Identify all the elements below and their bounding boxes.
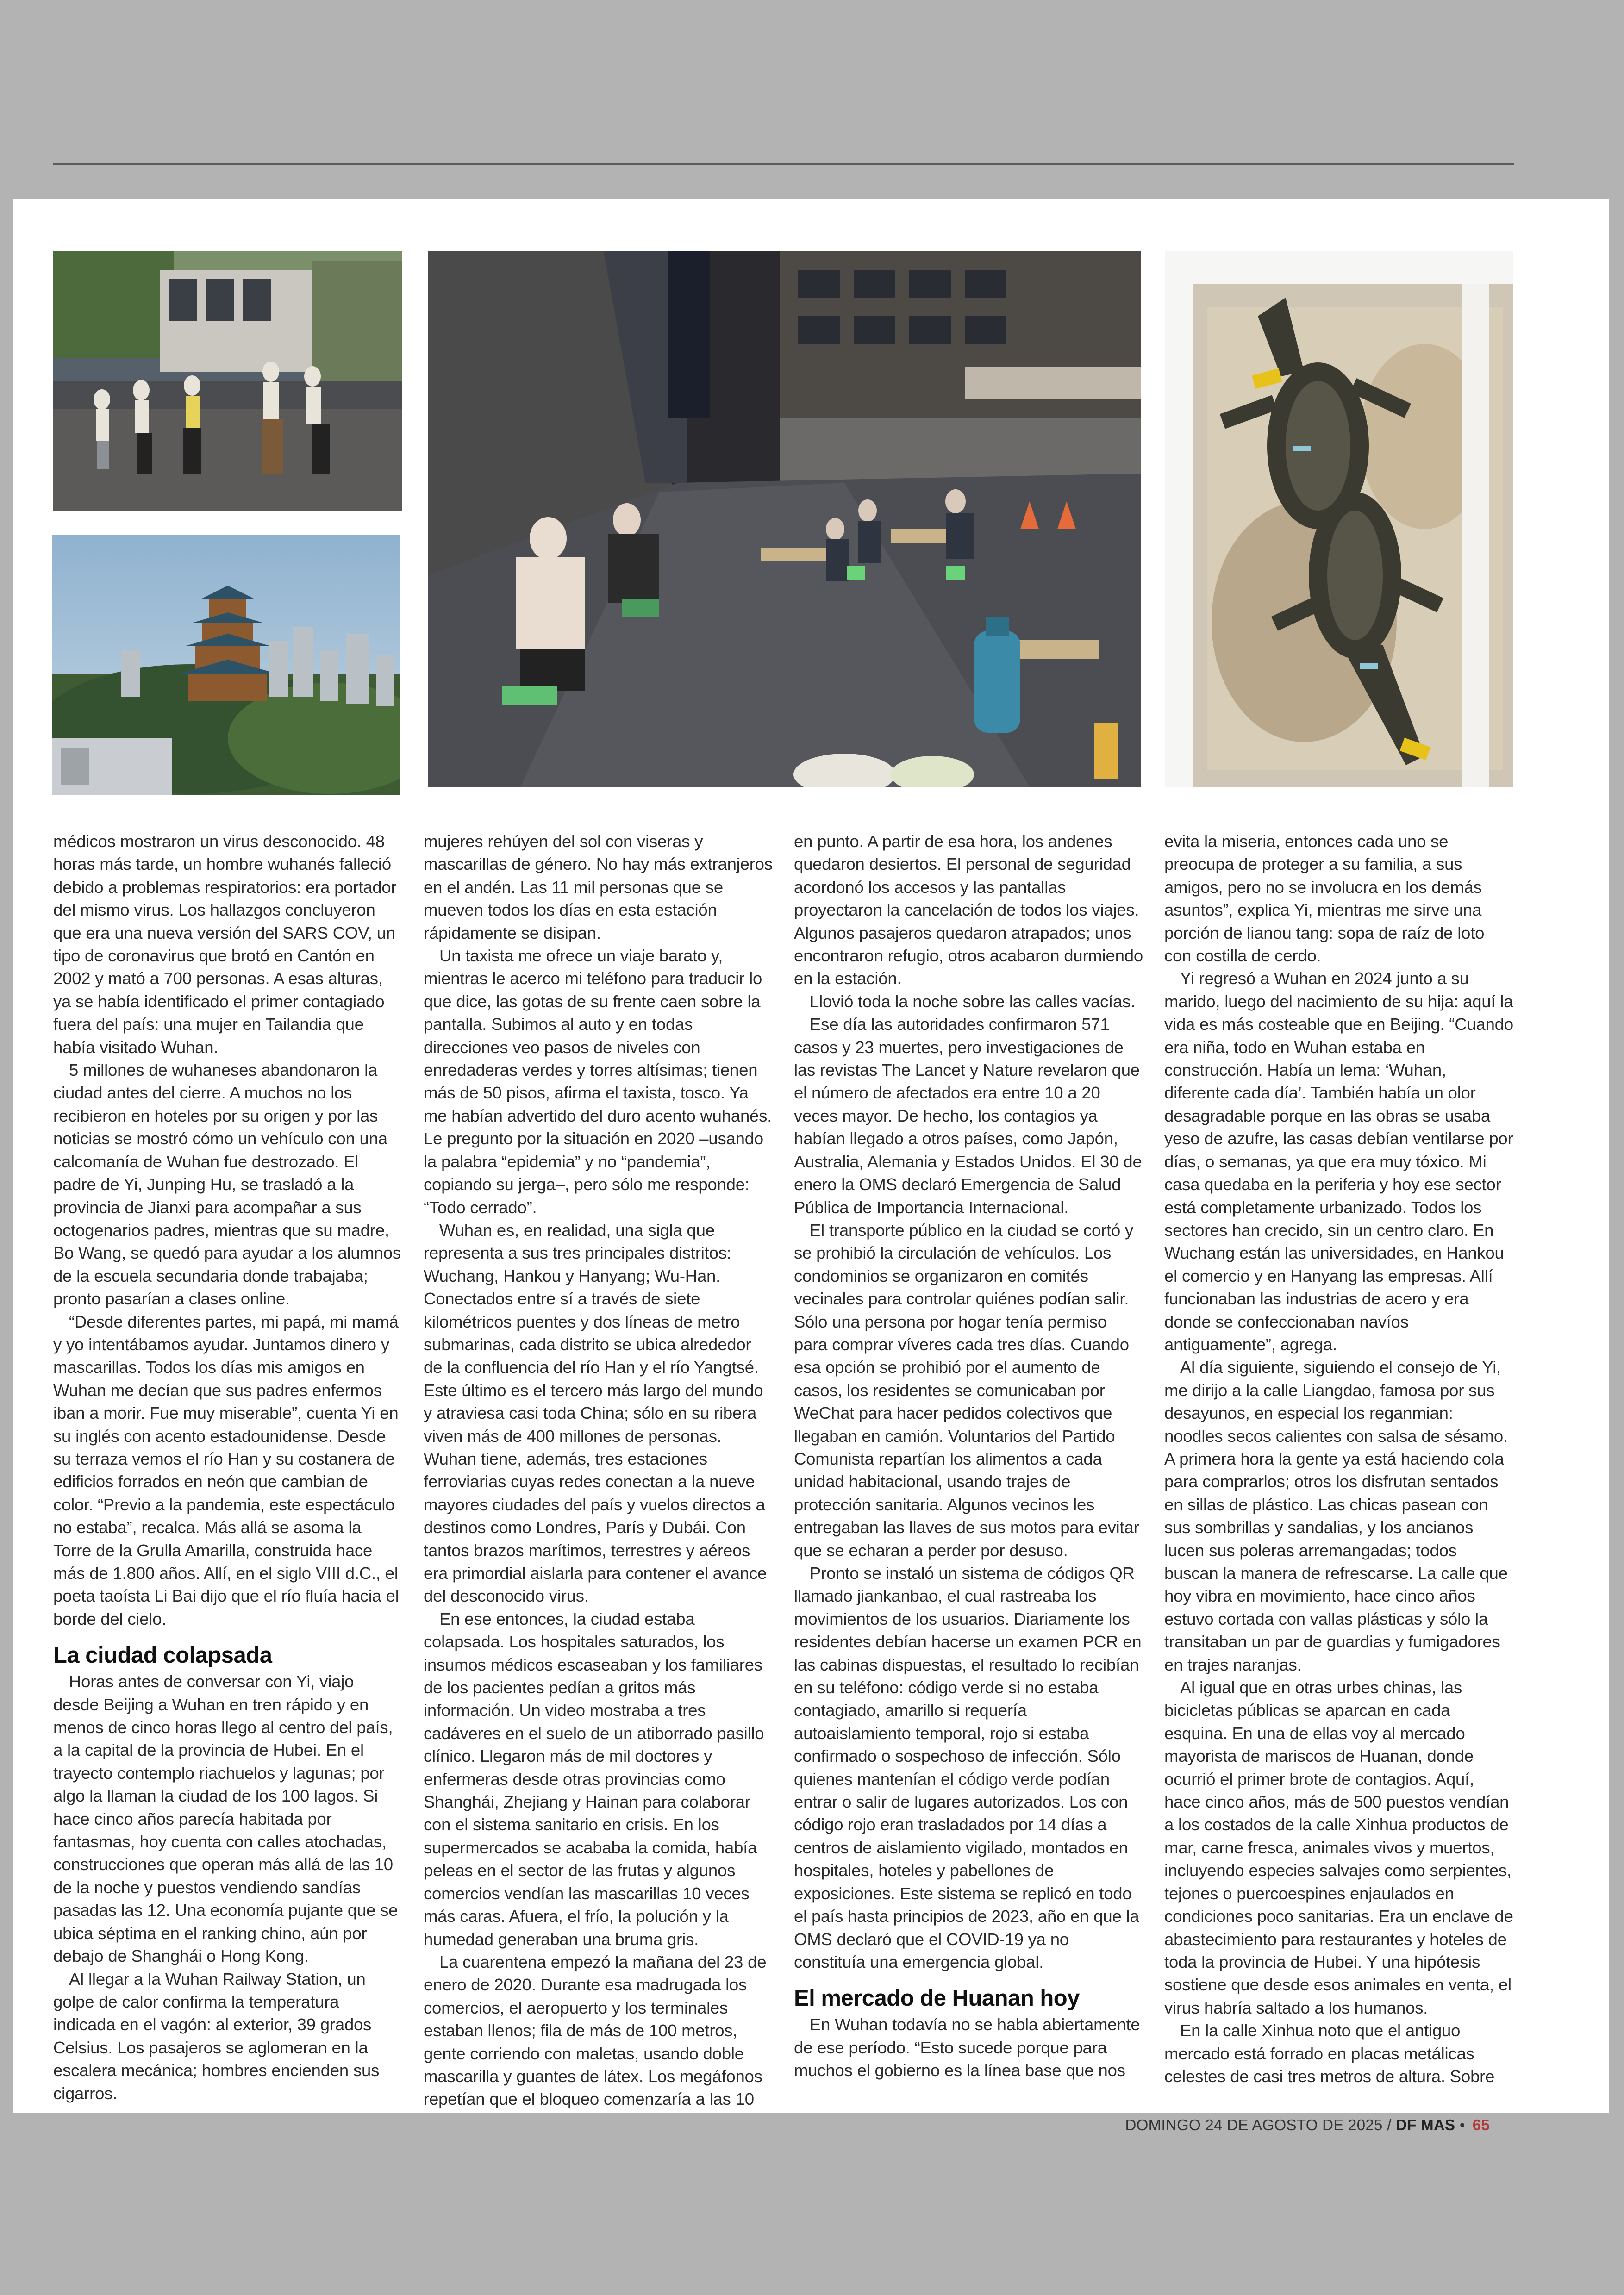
- footer-separator: /: [1382, 2116, 1396, 2133]
- paragraph: mujeres rehúyen del sol con viseras y mascarillas de género. No hay más extranjeros en el andén. Las 11 mil personas que se mueven todos los días en esta estación rápidamente se disipan.: [424, 832, 773, 942]
- paragraph: Ese día las autoridades confirmaron 571 casos y 23 muertes, pero investigaciones de las revistas The Lancet y Nature revelaron que el número de afectados era entre 10 a 20 veces mayor. De hecho, los contagios ya habían llegado a otros países, como Japón, Australia, Alemania y Estados Unidos. El 30 de enero la OMS declaró Emergencia de Salud Pública de Importancia Internacional.: [794, 1015, 1142, 1217]
- paragraph: En Wuhan todavía no se habla abiertamente de ese período. “Esto sucede porque para muchos el gobierno es la línea base que nos: [794, 2015, 1140, 2080]
- night-street-diners-photo: [428, 251, 1141, 787]
- section-heading: La ciudad colapsada: [53, 1643, 272, 1668]
- paragraph: Llovió toda la noche sobre las calles vacías.: [810, 992, 1136, 1011]
- crocodile-in-box-photo: [1165, 251, 1513, 787]
- paragraph: “Desde diferentes partes, mi papá, mi mamá y yo intentábamos ayudar. Juntamos dinero y mascarillas. Todos los días mis amigos en Wuhan me decían que sus padres enfermos iban a morir. Fue muy miserable”, cuenta Yi en su inglés con acento estadounidense. Desde su terraza vemos el río Han y su costanera de edificios forrados en neón que cambian de color. “Previo a la pandemia, este espectáculo no estaba”, recalca. Más allá se asoma la Torre de la Grulla Amarilla, construida hace más de 1.800 años. Allí, en el siglo VIII d.C., el poeta taoísta Li Bai dijo que el río fluía hacia el borde del cielo.: [53, 1312, 399, 1628]
- paragraph: La cuarentena empezó la mañana del 23 de enero de 2020. Durante esa madrugada los comercios, el aeropuerto y los terminales estaban llenos; fila de más de 100 metros, gente corriendo con maletas, usando doble mascarilla y guantes de látex. Los megáfonos repetían que el bloqueo comenzaría a las 10: [424, 1952, 767, 2109]
- paragraph: médicos mostraron un virus desconocido. 48 horas más tarde, un hombre wuhanés falleció debido a problemas respiratorios: era portador del mismo virus. Los hallazgos concluyeron que era una nueva versión del SARS COV, un tipo de coronavirus que brotó en Cantón en 2002 y mató a 700 personas. A esas alturas, ya se había identificado el primer contagiado fuera del país: una mujer en Tailandia que había visitado Wuhan.: [53, 832, 397, 1057]
- paragraph: Wuhan es, en realidad, una sigla que representa a sus tres principales distritos: Wuchang, Hankou y Hanyang; Wu-Han. Conectados entre sí a través de siete kilométricos puentes y dos líneas de metro submarinas, cada distrito se ubica alrededor de la confluencia del río Han y el río Yangtsé. Este último es el tercero más largo del mundo y atraviesa casi toda China; sólo en su ribera viven más de 400 millones de personas. Wuhan tiene, además, tres estaciones ferroviarias cuyas redes conectan a la nueve mayores ciudades del país y vuelos directos a destinos como Londres, París y Dubái. Con tantos brazos marítimos, terrestres y aéreos era primordial aislarla para contener el avance del desconocido virus.: [424, 1220, 767, 1606]
- text-column-4: [1164, 830, 1514, 2088]
- paragraph: evita la miseria, entonces cada uno se preocupa de proteger a su familia, a sus amigos, pero no se involucra en los demás asuntos”, explica Yi, mientras me sirve una porción de lianou tang: sopa de raíz de loto con costilla de cerdo.: [1164, 832, 1485, 966]
- paragraph: en punto. A partir de esa hora, los andenes quedaron desiertos. El personal de seguridad acordonó los accesos y las pantallas proyectaron la cancelación de todos los viajes. Algunos pasajeros quedaron atrapados; unos encontraron refugio, otros acabaron durmiendo en la estación.: [794, 832, 1143, 988]
- section-heading: El mercado de Huanan hoy: [794, 1986, 1080, 2011]
- paragraph: El transporte público en la ciudad se cortó y se prohibió la circulación de vehículos. Los condominios se organizaron en comités vecinales para controlar quiénes podían salir. Sólo una persona por hogar tenía permiso para comprar víveres cada tres días. Cuando esa opción se prohibió por el aumento de casos, los residentes se comunicaban por WeChat para hacer pedidos colectivos que llegaban en camión. Voluntarios del Partido Comunista repartían los alimentos a cada unidad habitacional, usando trajes de protección sanitaria. Algunos vecinos les entregaban las llaves de sus motos para evitar que se echaran a perder por desuso.: [794, 1220, 1139, 1560]
- footer-date: DOMINGO 24 DE AGOSTO DE 2025: [1125, 2116, 1383, 2133]
- dancers-photo: [53, 251, 402, 511]
- paragraph: Horas antes de conversar con Yi, viajo desde Beijing a Wuhan en tren rápido y en menos de cinco horas llego al centro del país, a la capital de la provincia de Hubei. En el trayecto contemplo riachuelos y lagunas; por algo la llaman la ciudad de los 100 lagos. Si hace cinco años parecía habitada por fantasmas, hoy cuenta con calles atochadas, construcciones que operan más allá de las 10 de la noche y puestos vendiendo sandías pasadas las 12. Una economía pujante que se ubica séptima en el ranking chino, aún por debajo de Shanghái o Hong Kong.: [53, 1672, 398, 1966]
- yellow-crane-tower-photo: [52, 535, 400, 795]
- paragraph: Pronto se instaló un sistema de códigos QR llamado jiankanbao, el cual rastreaba los movimientos de los usuarios. Diariamente los residentes debían hacerse un examen PCR en las cabinas dispuestas, el resultado lo recibían en su teléfono: código verde si no estaba contagiado, amarillo si requería autoaislamiento temporal, rojo si estaba confirmado o sospechoso de infección. Sólo quienes mantenían el código verde podían entrar o salir de lugares autorizados. Los con código rojo eran trasladados por 14 días a centros de aislamiento vigilado, montados en hospitales, hoteles y pabellones de exposiciones. Este sistema se replicó en todo el país hasta principios de 2023, año en que la OMS declaró que el COVID-19 ya no constituía una emergencia global.: [794, 1564, 1142, 1971]
- paragraph: Al llegar a la Wuhan Railway Station, un golpe de calor confirma la temperatura indicada en el vagón: al exterior, 39 grados Celsius. Los pasajeros se aglomeran en la escalera mecánica; hombres encienden sus cigarros.: [53, 1969, 380, 2103]
- text-column-1: [53, 830, 403, 2105]
- text-column-2: [424, 830, 773, 2111]
- paragraph: Un taxista me ofrece un viaje barato y, mientras le acerco mi teléfono para traducir lo que dice, las gotas de su frente caen sobre la pantalla. Subimos al auto y en todas direcciones veo pasos de niveles con enredaderas verdes y torres altísimas; tienen más de 50 pisos, afirma el taxista, tosco. Ya me habían advertido del duro acento wuhanés. Le pregunto por la situación en 2020 –usando la palabra “epidemia” y no “pandemia”, copiando su jerga–, pero sólo me responde: “Todo cerrado”.: [424, 946, 772, 1217]
- paragraph: Yi regresó a Wuhan en 2024 junto a su marido, luego del nacimiento de su hija: aquí la vida es más costeable que en Beijing. “Cuando era niña, todo en Wuhan estaba en construcción. Había un lema: ‘Wuhan, diferente cada día’. También había un olor desagradable porque en las obras se usaba yeso de azufre, las casas debían ventilarse por días, o semanas, ya que era muy tóxico. Mi casa quedaba en la periferia y hoy ese sector está completamente urbanizado. Todos los sectores han crecido, sin un centro claro. En Wuchang están las universidades, en Hankou el comercio y en Hanyang las empresas. Allí funcionaban las industrias de acero y era donde se confeccionaban navíos antiguamente”, agrega.: [1164, 969, 1513, 1354]
- footer-publication: DF MAS: [1396, 2116, 1455, 2133]
- page-footer: [1125, 2116, 1490, 2134]
- paragraph: Al día siguiente, siguiendo el consejo de Yi, me dirijo a la calle Liangdao, famosa por sus desayunos, en especial los reganmian: noodles secos calientes con salsa de sésamo. A primera hora la gente ya está haciendo cola para comprarlos; otros los disfrutan sentados en sillas de plástico. Las chicas pasean con sus sombrillas y sandalias, y los ancianos lucen sus poleras arremangadas; todos buscan la manera de refrescarse. La calle que hoy vibra en movimiento, hace cinco años estuvo cortada con vallas plásticas y sólo la transitaban un par de guardias y fumigadores en trajes naranjas.: [1164, 1358, 1508, 1674]
- paragraph: En la calle Xinhua noto que el antiguo mercado está forrado en placas metálicas celestes de casi tres metros de altura. Sobre: [1164, 2021, 1495, 2086]
- top-rule: [53, 163, 1514, 165]
- text-column-3: [794, 830, 1143, 2082]
- page-number: 65: [1472, 2116, 1490, 2133]
- footer-bullet: •: [1455, 2116, 1465, 2133]
- paragraph: 5 millones de wuhaneses abandonaron la ciudad antes del cierre. A muchos no los recibieron en hoteles por su origen y por las noticias se mostró cómo un vehículo con una calcomanía de Wuhan fue destrozado. El padre de Yi, Junping Hu, se trasladó a la provincia de Jianxi para acompañar a sus octogenarios padres, mientras que su madre, Bo Wang, se quedó para ayudar a los alumnos de la escuela secundaria donde trabajaba; pronto pasarían a clases online.: [53, 1060, 401, 1309]
- paragraph: En ese entonces, la ciudad estaba colapsada. Los hospitales saturados, los insumos médicos escaseaban y los familiares de los pacientes pedían a gritos más información. Un video mostraba a tres cadáveres en el suelo de un atiborrado pasillo clínico. Llegaron más de mil doctores y enfermeras desde otras provincias como Shanghái, Zhejiang y Hainan para colaborar con el sistema sanitario en crisis. En los supermercados se acababa la comida, había peleas en el sector de las frutas y algunos comercios vendían las mascarillas 10 veces más caras. Afuera, el frío, la polución y la humedad generaban una bruma gris.: [424, 1609, 764, 1949]
- paragraph: Al igual que en otras urbes chinas, las bicicletas públicas se aparcan en cada esquina. En una de ellas voy al mercado mayorista de mariscos de Huanan, donde ocurrió el primer brote de contagios. Aquí, hace cinco años, más de 500 puestos vendían a los costados de la calle Xinhua productos de mar, carne fresca, animales vivos y muertos, incluyendo especies salvajes como serpientes, tejones o puercoespines enjaulados en condiciones poco sanitarias. Era un enclave de abastecimiento para restaurantes y hoteles de toda la provincia de Hubei. Y una hipótesis sostiene que desde esos animales en venta, el virus habría saltado a los humanos.: [1164, 1678, 1513, 2017]
